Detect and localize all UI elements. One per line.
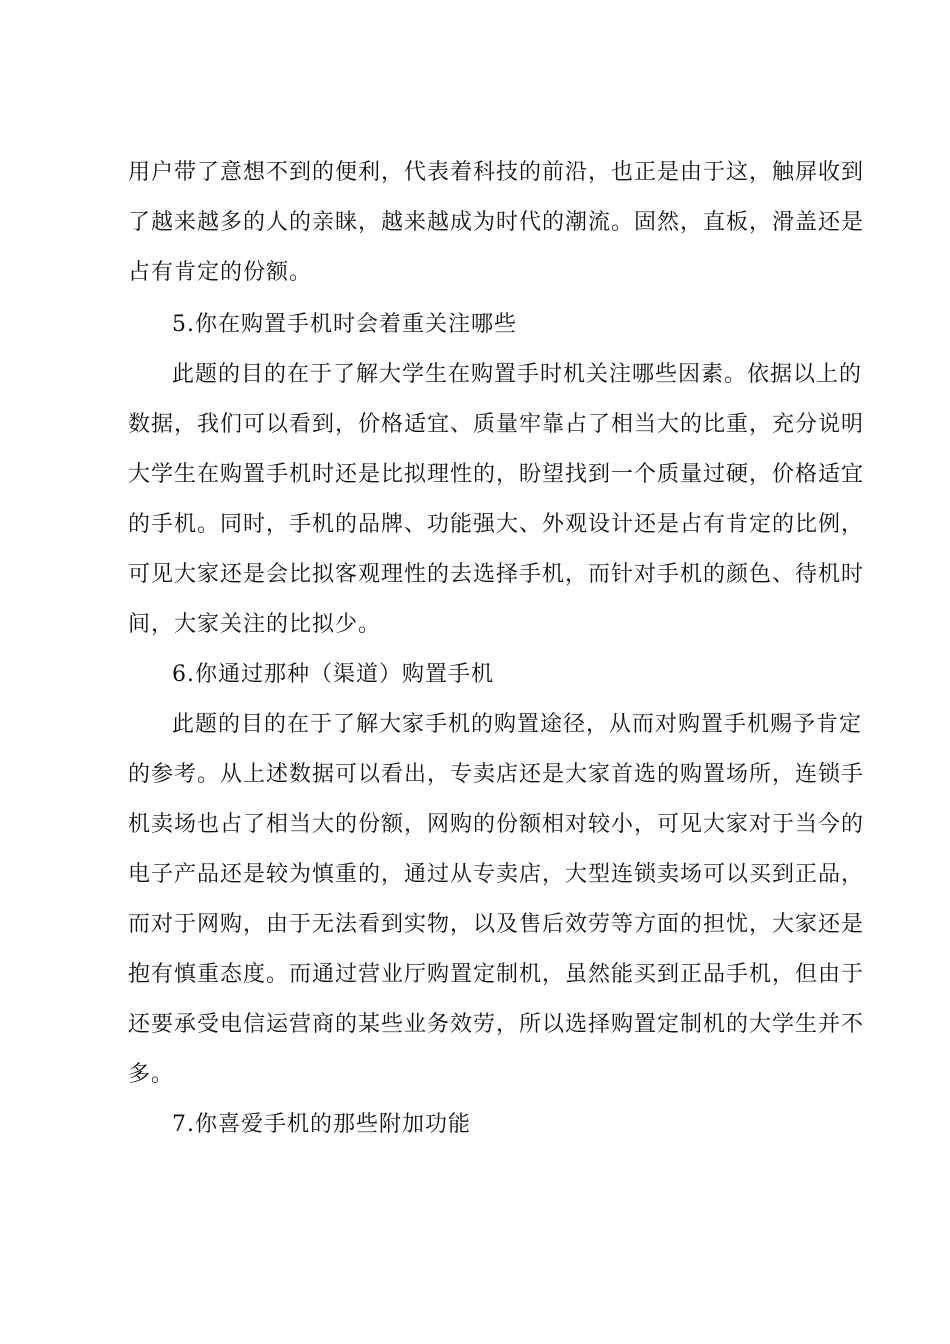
paragraph-line: 机卖场也占了相当大的份额，网购的份额相对较小，可见大家对于当今的 [128, 812, 865, 837]
section-heading-q6: 6.你通过那种（渠道）购置手机 [172, 662, 494, 687]
paragraph-line: 的参考。从上述数据可以看出，专卖店还是大家首选的购置场所，连锁手 [128, 762, 865, 787]
paragraph-line: 此题的目的在于了解大学生在购置手时机关注哪些因素。依据以上的 [172, 362, 863, 387]
section-heading-q7: 7.你喜爱手机的那些附加功能 [172, 1112, 471, 1137]
paragraph-line: 多。 [128, 1062, 175, 1087]
paragraph-line: 了越来越多的人的亲睐，越来越成为时代的潮流。固然，直板，滑盖还是 [128, 210, 865, 235]
paragraph-line: 大学生在购置手机时还是比拟理性的，盼望找到一个质量过硬，价格适宜 [128, 462, 865, 487]
paragraph-line: 的手机。同时，手机的品牌、功能强大、外观设计还是占有肯定的比例， [128, 512, 865, 537]
paragraph-line: 可见大家还是会比拟客观理性的去选择手机，而针对手机的颜色、待机时 [128, 562, 865, 587]
section-heading-q5: 5.你在购置手机时会着重关注哪些 [172, 312, 517, 337]
paragraph-line: 此题的目的在于了解大家手机的购置途径，从而对购置手机赐予肯定 [172, 712, 863, 737]
paragraph-line: 而对于网购，由于无法看到实物，以及售后效劳等方面的担忧，大家还是 [128, 912, 865, 937]
paragraph-line: 间，大家关注的比拟少。 [128, 612, 382, 637]
paragraph-line: 数据，我们可以看到，价格适宜、质量牢靠占了相当大的比重，充分说明 [128, 412, 865, 437]
paragraph-line: 占有肯定的份额。 [128, 260, 313, 285]
paragraph-line: 还要承受电信运营商的某些业务效劳，所以选择购置定制机的大学生并不 [128, 1012, 865, 1037]
paragraph-line: 用户带了意想不到的便利，代表着科技的前沿，也正是由于这，触屏收到 [128, 160, 865, 185]
paragraph-line: 电子产品还是较为慎重的，通过从专卖店，大型连锁卖场可以买到正品， [128, 862, 865, 887]
paragraph-line: 抱有慎重态度。而通过营业厅购置定制机，虽然能买到正品手机，但由于 [128, 962, 865, 987]
